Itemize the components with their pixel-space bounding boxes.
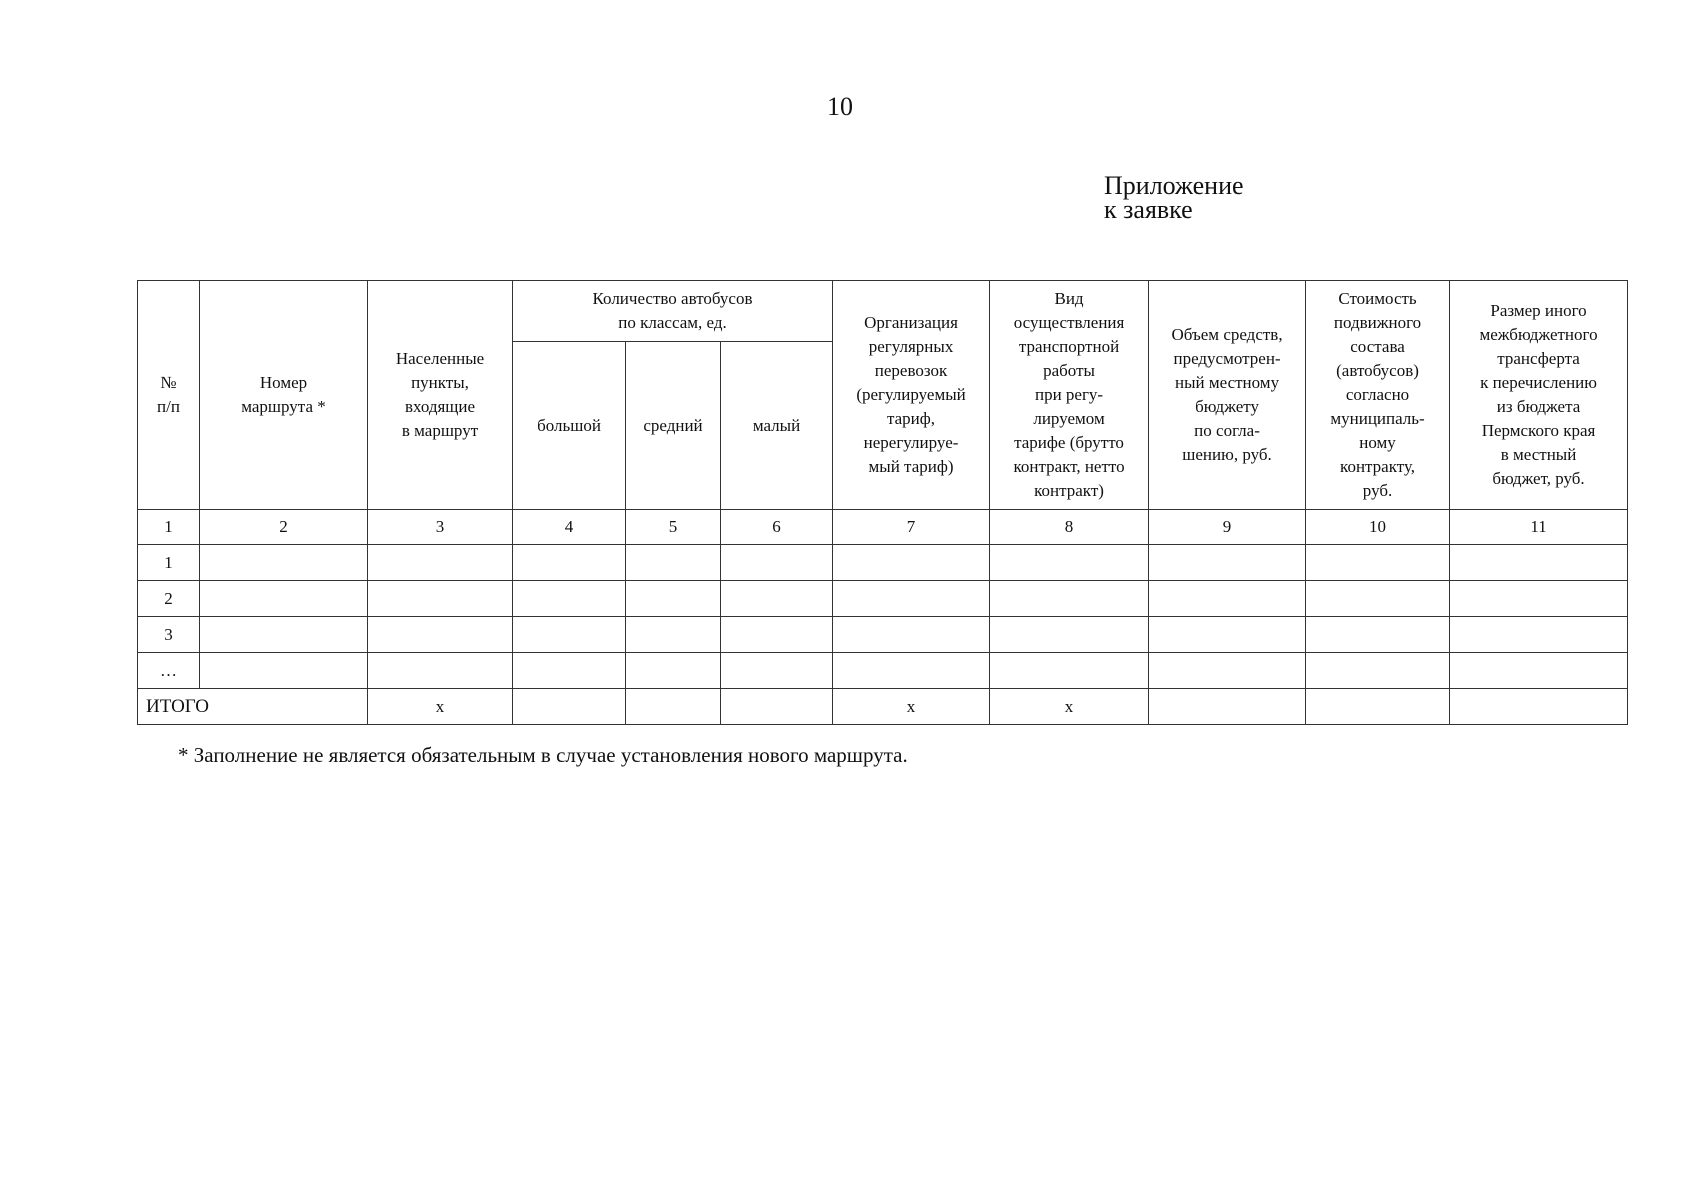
empty-cell (626, 617, 721, 653)
total-cell (626, 689, 721, 725)
column-number: 10 (1306, 510, 1450, 545)
empty-cell (626, 653, 721, 689)
empty-cell (200, 617, 368, 653)
total-cell (1149, 689, 1306, 725)
total-cell: х (990, 689, 1149, 725)
empty-cell (368, 545, 513, 581)
column-number: 3 (368, 510, 513, 545)
empty-cell (200, 545, 368, 581)
total-cell (1306, 689, 1450, 725)
page-number: 10 (827, 92, 853, 121)
table-row (138, 545, 1628, 581)
column-number: 9 (1149, 510, 1306, 545)
header-transfer-size: Размер иного межбюджетного трансферта к перечислению из бюджета Пермского края в местный бюджет, руб. (1450, 281, 1628, 510)
empty-cell (1149, 653, 1306, 689)
column-number: 2 (200, 510, 368, 545)
empty-cell (721, 617, 833, 653)
empty-cell (990, 545, 1149, 581)
header-bus-medium: средний (626, 342, 721, 510)
appendix-line-2: к заявке (1104, 195, 1193, 224)
table-row (138, 581, 1628, 617)
empty-cell (990, 581, 1149, 617)
empty-cell (626, 581, 721, 617)
header-route-number: Номер маршрута * (200, 281, 368, 510)
header-bus-count: Количество автобусов по классам, ед. (513, 281, 833, 342)
empty-cell (1306, 653, 1450, 689)
header-settlements: Населенные пункты, входящие в маршрут (368, 281, 513, 510)
column-number: 7 (833, 510, 990, 545)
header-bus-small: малый (721, 342, 833, 510)
total-row (138, 689, 1628, 725)
route-table (137, 280, 1628, 725)
column-number: 1 (138, 510, 200, 545)
table-row (138, 617, 1628, 653)
empty-cell (1149, 581, 1306, 617)
empty-cell (833, 581, 990, 617)
empty-cell (626, 545, 721, 581)
empty-cell (200, 581, 368, 617)
empty-cell (721, 545, 833, 581)
empty-cell (368, 617, 513, 653)
empty-cell (1306, 545, 1450, 581)
empty-cell (833, 653, 990, 689)
column-number: 8 (990, 510, 1149, 545)
total-cell: х (368, 689, 513, 725)
empty-cell (513, 617, 626, 653)
total-cell: х (833, 689, 990, 725)
header-num: № п/п (138, 281, 200, 510)
empty-cell (513, 545, 626, 581)
empty-cell (990, 617, 1149, 653)
column-number: 4 (513, 510, 626, 545)
row-number: 2 (138, 581, 200, 617)
footnote: * Заполнение не является обязательным в случае установления нового маршрута. (178, 743, 908, 767)
column-numbers-row (138, 510, 1628, 545)
empty-cell (721, 653, 833, 689)
empty-cell (833, 617, 990, 653)
empty-cell (1306, 581, 1450, 617)
column-number: 6 (721, 510, 833, 545)
header-funds-volume: Объем средств, предусмотрен- ный местному бюджету по согла- шению, руб. (1149, 281, 1306, 510)
empty-cell (1149, 617, 1306, 653)
column-number: 5 (626, 510, 721, 545)
header-organization: Организация регулярных перевозок (регулируемый тариф, нерегулируе- мый тариф) (833, 281, 990, 510)
empty-cell (1450, 653, 1628, 689)
empty-cell (1450, 545, 1628, 581)
row-number: … (138, 653, 200, 689)
empty-cell (368, 653, 513, 689)
empty-cell (368, 581, 513, 617)
empty-cell (1450, 617, 1628, 653)
empty-cell (833, 545, 990, 581)
empty-cell (1450, 581, 1628, 617)
header-rolling-stock-cost: Стоимость подвижного состава (автобусов) согласно муниципаль- ному контракту, руб. (1306, 281, 1450, 510)
total-cell (1450, 689, 1628, 725)
empty-cell (200, 653, 368, 689)
header-work-type: Вид осуществления транспортной работы при регу- лируемом тарифе (брутто контракт, нетто контракт) (990, 281, 1149, 510)
empty-cell (1306, 617, 1450, 653)
total-cell (721, 689, 833, 725)
row-number: 3 (138, 617, 200, 653)
header-bus-large: большой (513, 342, 626, 510)
column-number: 11 (1450, 510, 1628, 545)
appendix-caption (1104, 171, 1244, 224)
empty-cell (1149, 545, 1306, 581)
total-cell (513, 689, 626, 725)
table-row (138, 653, 1628, 689)
empty-cell (990, 653, 1149, 689)
row-number: 1 (138, 545, 200, 581)
empty-cell (721, 581, 833, 617)
appendix-line-1: Приложение (1104, 171, 1244, 200)
total-label: ИТОГО (138, 689, 368, 725)
empty-cell (513, 653, 626, 689)
empty-cell (513, 581, 626, 617)
